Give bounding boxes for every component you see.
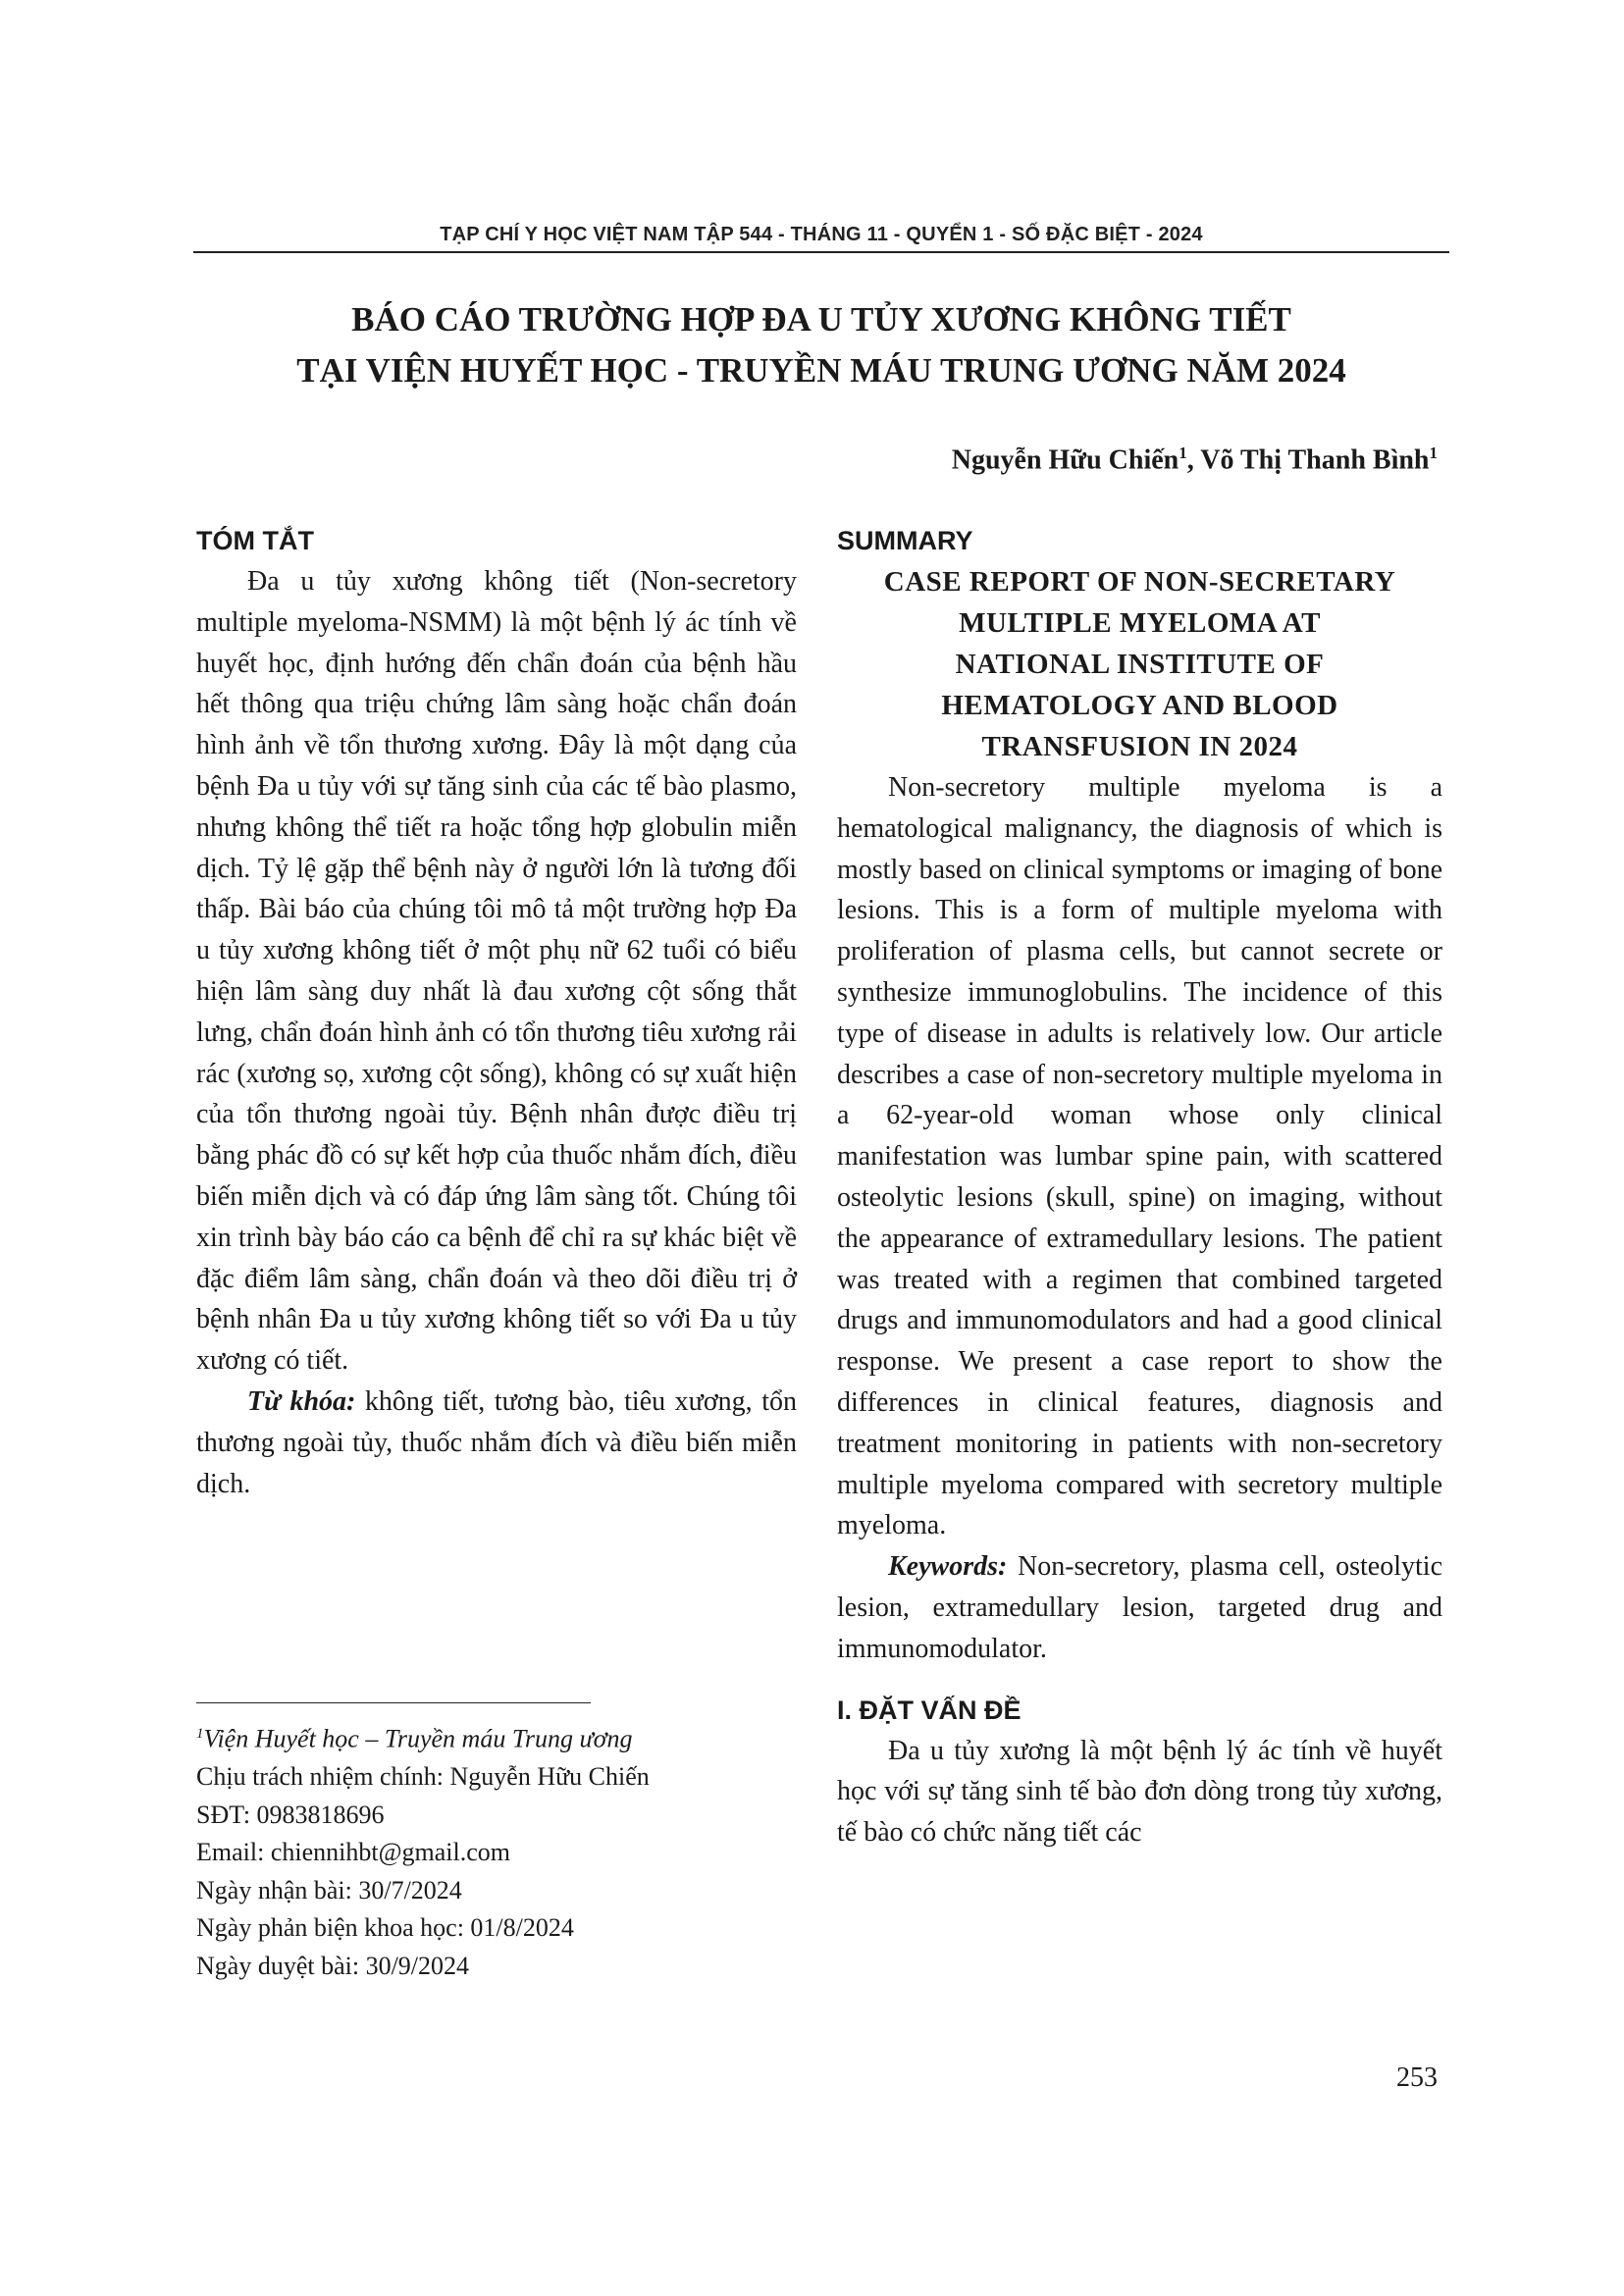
header-rule bbox=[193, 251, 1449, 253]
author-list bbox=[952, 444, 1438, 476]
article-title bbox=[193, 294, 1449, 396]
right-column bbox=[837, 520, 1442, 1853]
english-title-line: HEMATOLOGY AND BLOOD bbox=[941, 690, 1338, 721]
keywords-en-text: Non-secretory, plasma cell, osteolytic lesion, extramedullary lesion, targeted drug and immunomodulator. bbox=[837, 1551, 1442, 1664]
keywords-vi-label: Từ khóa: bbox=[247, 1385, 356, 1417]
footnote-rule bbox=[196, 1702, 591, 1703]
keywords-en-label: Keywords: bbox=[888, 1551, 1008, 1583]
footnote-email: Email: chiennihbt@gmail.com bbox=[196, 1838, 510, 1867]
footnote-accepted-date: Ngày duyệt bài: 30/9/2024 bbox=[196, 1951, 470, 1980]
footnote-phone: SĐT: 0983818696 bbox=[196, 1800, 385, 1829]
author-affiliation-mark: 1 bbox=[1429, 444, 1438, 462]
keywords-en bbox=[837, 1546, 1442, 1669]
author-separator: , bbox=[1186, 444, 1201, 476]
abstract-en-heading: SUMMARY bbox=[837, 526, 973, 555]
footnote-affiliation-text: Viện Huyết học – Truyền máu Trung ương bbox=[203, 1724, 633, 1753]
section-1-body: Đa u tủy xương là một bệnh lý ác tính về huyết học với sự tăng sinh tế bào đơn dòng trong tủy xương, tế bào có chức năng tiết các bbox=[837, 1735, 1442, 1849]
left-column bbox=[196, 520, 797, 1504]
abstract-vi-heading: TÓM TẮT bbox=[196, 526, 314, 555]
author-name: Võ Thị Thanh Bình bbox=[1200, 444, 1430, 476]
running-head: TẠP CHÍ Y HỌC VIỆT NAM TẬP 544 - THÁNG 11 - QUYỂN 1 - SỐ ĐẶC BIỆT - 2024 bbox=[440, 224, 1203, 245]
section-1-heading: I. ĐẶT VẤN ĐỀ bbox=[837, 1695, 1022, 1725]
english-title-line: TRANSFUSION IN 2024 bbox=[981, 731, 1298, 762]
author-affiliation-mark: 1 bbox=[1179, 444, 1187, 462]
title-line-1: BÁO CÁO TRƯỜNG HỢP ĐA U TỦY XƯƠNG KHÔNG TIẾT bbox=[351, 300, 1291, 339]
english-title-line: MULTIPLE MYELOMA AT bbox=[959, 607, 1321, 639]
footnotes bbox=[196, 1715, 805, 1985]
title-line-2: TẠI VIỆN HUYẾT HỌC - TRUYỀN MÁU TRUNG ƯƠNG NĂM 2024 bbox=[296, 351, 1346, 390]
keywords-vi-text: không tiết, tương bào, tiêu xương, tổn thương ngoài tủy, thuốc nhắm đích và điều biến miễn dịch. bbox=[196, 1385, 798, 1499]
english-title bbox=[837, 561, 1442, 767]
english-title-line: CASE REPORT OF NON-SECRETARY bbox=[883, 566, 1396, 598]
footnote-affiliation bbox=[196, 1715, 805, 1758]
footnote-corresponding-author: Chịu trách nhiệm chính: Nguyễn Hữu Chiến bbox=[196, 1762, 650, 1792]
author-name: Nguyễn Hữu Chiến bbox=[951, 444, 1179, 476]
abstract-en-body: Non-secretory multiple myeloma is a hematological malignancy, the diagnosis of which is mostly based on clinical symptoms or imaging of bone lesions. This is a form of multiple myeloma with proliferation of plasma cells, but cannot secrete or synthesize immunoglobulins. The incidence of this type of disease in adults is relatively low. Our article describes a case of non-secretory multiple myeloma in a 62-year-old woman whose only clinical manifestation was lumbar spine pain, with scattered osteolytic lesions (skull, spine) on imaging, without the appearance of extramedullary lesions. The patient was treated with a regimen that combined targeted drugs and immunomodulators and had a good clinical response. We present a case report to show the differences in clinical features, diagnosis and treatment monitoring in patients with non-secretory multiple myeloma compared with secretory multiple myeloma. bbox=[837, 772, 1442, 1541]
footnote-review-date: Ngày phản biện khoa học: 01/8/2024 bbox=[196, 1913, 574, 1943]
footnote-received-date: Ngày nhận bài: 30/7/2024 bbox=[196, 1875, 462, 1905]
abstract-vi-body: Đa u tủy xương không tiết (Non-secretory multiple myeloma-NSMM) là một bệnh lý ác tính về huyết học, định hướng đến chẩn đoán của bệnh hầu hết thông qua triệu chứng lâm sàng hoặc chẩn đoán hình ảnh về tổn thương xương. Đây là một dạng của bệnh Đa u tủy với sự tăng sinh của các tế bào plasmo, nhưng không thể tiết ra hoặc tổng hợp globulin miễn dịch. Tỷ lệ gặp thể bệnh này ở người lớn là tương đối thấp. Bài báo của chúng tôi mô tả một trường hợp Đa u tủy xương không tiết ở một phụ nữ 62 tuổi có biểu hiện lâm sàng duy nhất là đau xương cột sống thắt lưng, chẩn đoán hình ảnh có tổn thương tiêu xương rải rác (xương sọ, xương cột sống), không có sự xuất hiện của tổn thương ngoài tủy. Bệnh nhân được điều trị bằng phác đồ có sự kết hợp của thuốc nhắm đích, điều biến miễn dịch và có đáp ứng lâm sàng tốt. Chúng tôi xin trình bày báo cáo ca bệnh để chỉ ra sự khác biệt về đặc điểm lâm sàng, chẩn đoán và theo dõi điều trị ở bệnh nhân Đa u tủy xương không tiết so với Đa u tủy xương có tiết. bbox=[196, 566, 797, 1377]
keywords-vi bbox=[196, 1382, 797, 1504]
english-title-line: NATIONAL INSTITUTE OF bbox=[955, 649, 1325, 680]
footnote-affiliation-mark: 1 bbox=[196, 1726, 204, 1742]
page-number: 253 bbox=[1396, 2062, 1438, 2093]
